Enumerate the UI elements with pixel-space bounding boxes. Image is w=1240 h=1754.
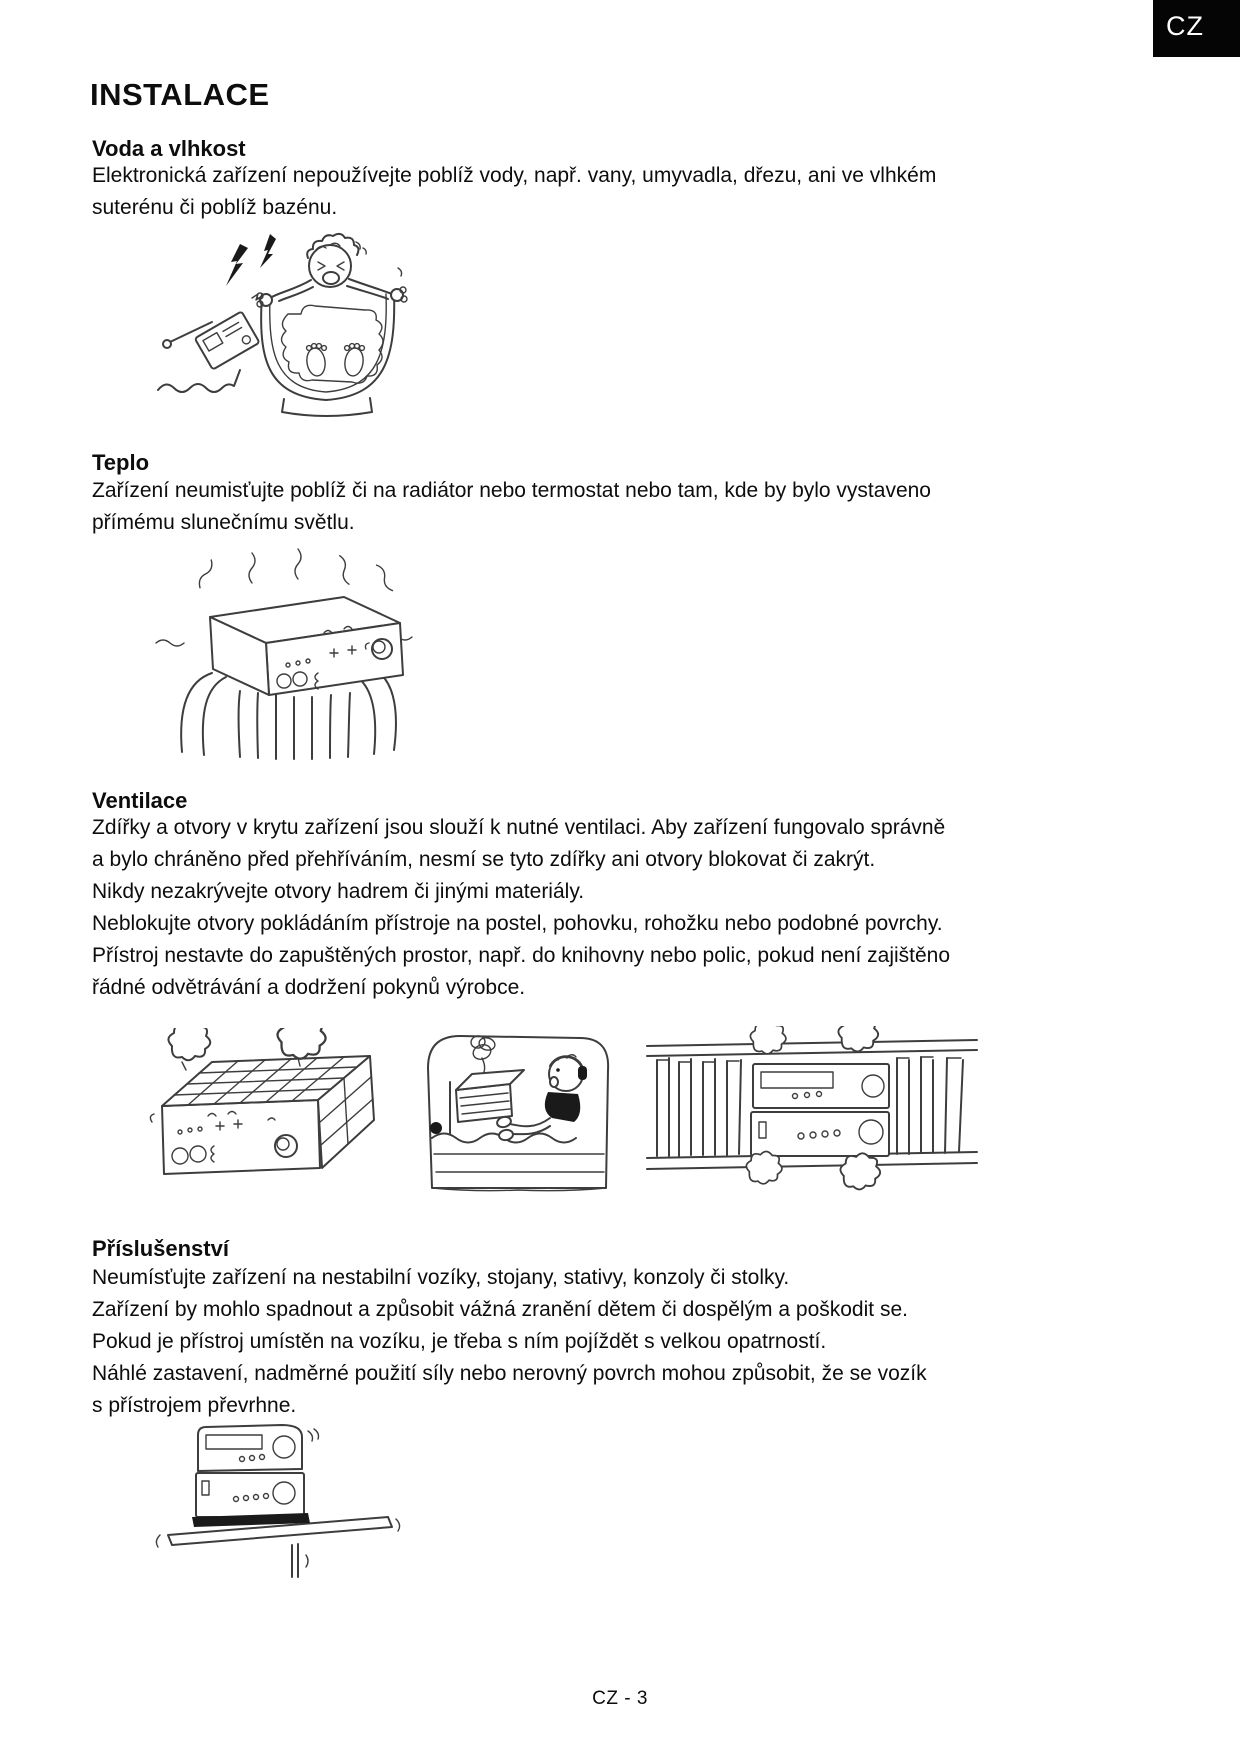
section-heading-ventilation: Ventilace — [92, 788, 188, 813]
paragraph-line: Elektronická zařízení nepoužívejte poblíž vody, např. vany, umyvadla, dřezu, ani ve vlhkém — [92, 164, 937, 187]
covered-device-illustration — [148, 1028, 383, 1183]
page-number: CZ - 3 — [592, 1688, 648, 1709]
paragraph-line: Náhlé zastavení, nadměrné použití síly nebo nerovný povrch mohou způsobit, že se vozík — [92, 1362, 927, 1385]
paragraph-line: Přístroj nestavte do zapuštěných prostor, např. do knihovny nebo polic, pokud není zajištěno — [92, 944, 951, 967]
section-heading-heat: Teplo — [92, 450, 150, 475]
paragraph-line: přímému slunečnímu světlu. — [92, 511, 355, 534]
page-title: INSTALACE — [90, 77, 270, 112]
section-paragraph-accessories — [92, 1262, 927, 1422]
bookshelf-device-illustration — [645, 1026, 980, 1191]
paragraph-line: suterénu či poblíž bazénu. — [92, 196, 338, 219]
paragraph-line: Zařízení by mohlo spadnout a způsobit vážná zranění dětem či dospělým a poškodit se. — [92, 1298, 908, 1321]
radiator-heat-illustration — [148, 545, 428, 760]
paragraph-line: Pokud je přístroj umístěn na vozíku, je třeba s ním pojíždět s velkou opatrností. — [92, 1330, 827, 1353]
section-paragraph-water — [92, 160, 936, 224]
sofa-device-illustration — [398, 1022, 638, 1192]
paragraph-line: Zdířky a otvory v krytu zařízení jsou slouží k nutné ventilaci. Aby zařízení fungovalo správně — [92, 816, 946, 839]
water-shock-illustration — [148, 228, 418, 420]
paragraph-line: Neblokujte otvory pokládáním přístroje na postel, pohovku, rohožku nebo podobné povrchy. — [92, 912, 943, 935]
section-paragraph-heat — [92, 475, 931, 539]
paragraph-line: Neumísťujte zařízení na nestabilní vozíky, stojany, stativy, konzoly či stolky. — [92, 1266, 790, 1289]
paragraph-line: a bylo chráněno před přehříváním, nesmí se tyto zdířky ani otvory blokovat či zakrýt. — [92, 848, 876, 871]
section-heading-water: Voda a vlhkost — [92, 136, 246, 161]
paragraph-line: Zařízení neumisťujte poblíž či na radiátor nebo termostat nebo tam, kde by bylo vystaveno — [92, 479, 931, 502]
country-code-tag: CZ — [1153, 0, 1240, 57]
section-paragraph-ventilation — [92, 812, 950, 1004]
paragraph-line: řádné odvětrávání a dodržení pokynů výrobce. — [92, 976, 526, 999]
section-heading-accessories: Příslušenství — [92, 1236, 229, 1261]
paragraph-line: s přístrojem převrhne. — [92, 1394, 297, 1417]
paragraph-line: Nikdy nezakrývejte otvory hadrem či jinými materiály. — [92, 880, 585, 903]
unstable-table-illustration — [150, 1415, 405, 1580]
